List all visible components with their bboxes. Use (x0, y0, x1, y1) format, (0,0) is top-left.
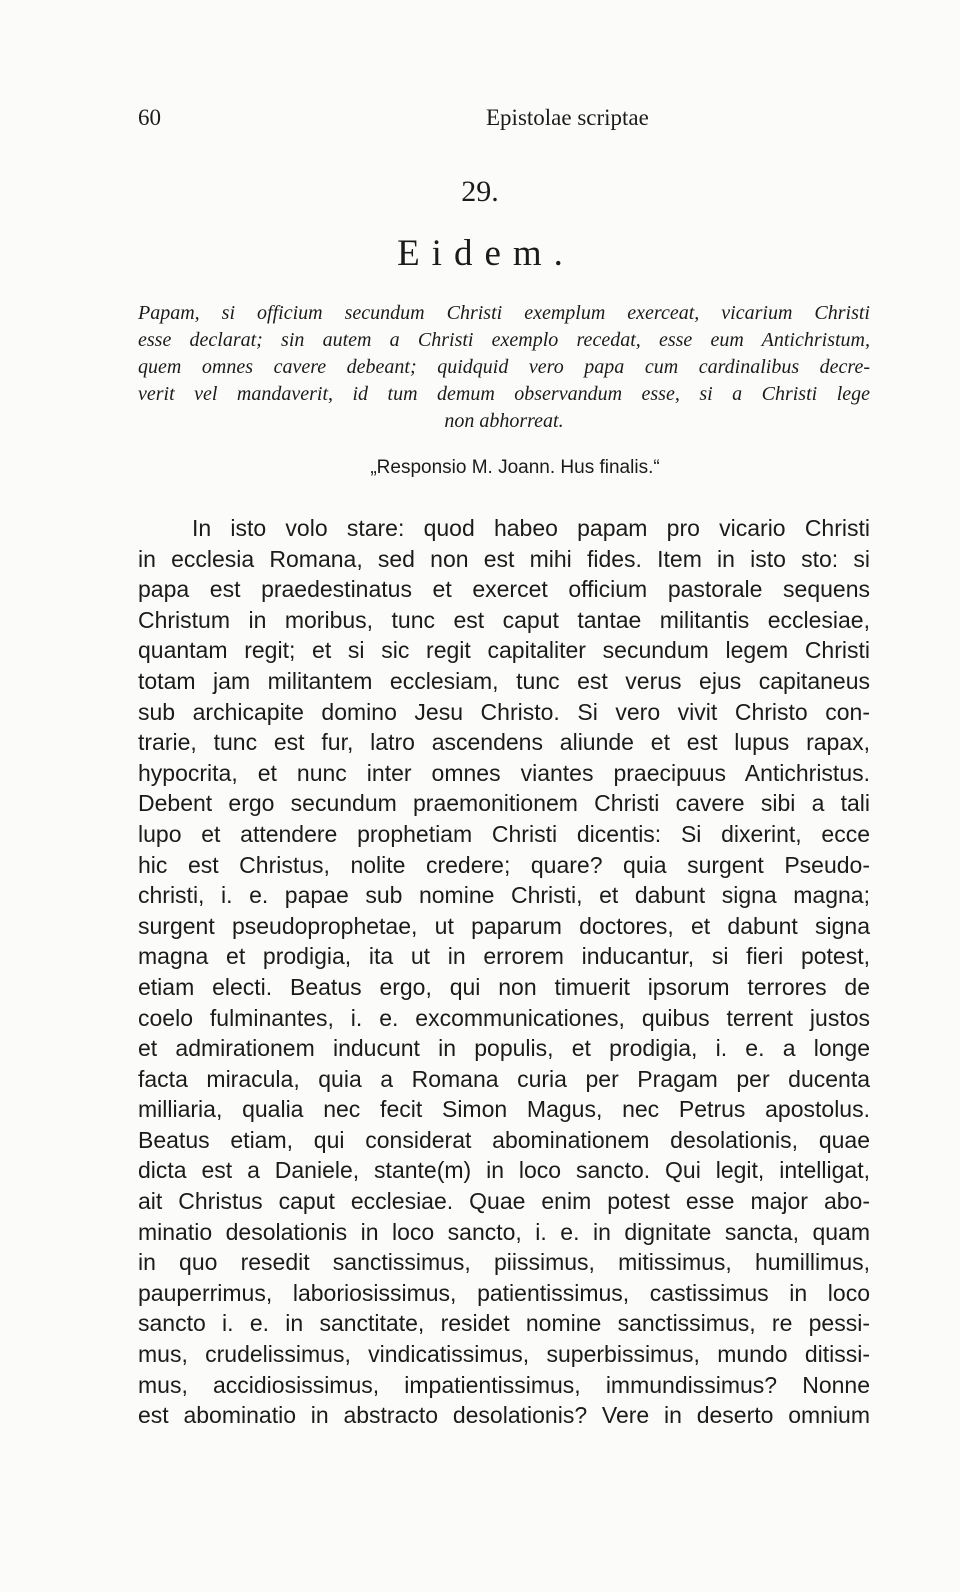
body-line: facta miracula, quia a Romana curia per Pragam per ducenta (138, 1065, 870, 1092)
summary-line: non abhorreat. (444, 410, 564, 432)
body-text (138, 513, 870, 1431)
body-line: surgent pseudoprophetae, ut paparum doctores, et dabunt signa (138, 912, 870, 939)
body-line: dicta est a Daniele, stante(m) in loco sancto. Qui legit, intelligat, (138, 1157, 870, 1184)
body-line: milliaria, qualia nec fecit Simon Magus, nec Petrus apostolus. (138, 1096, 870, 1123)
body-line: quantam regit; et si sic regit capitaliter secundum legem Christi (138, 637, 870, 664)
response-title: „Responsio M. Joann. Hus finalis.“ (370, 457, 660, 478)
body-line: In isto volo stare: quod habeo papam pro vicario Christi (192, 515, 870, 541)
body-line: mus, accidiosissimus, impatientissimus, immundissimus? Nonne (138, 1371, 870, 1398)
body-line: sub archicapite domino Jesu Christo. Si vero vivit Christo con- (138, 698, 870, 725)
body-line: minatio desolationis in loco sancto, i. e. in dignitate sancta, quam (138, 1218, 870, 1245)
body-line: ait Christus caput ecclesiae. Quae enim potest esse major abo- (138, 1188, 870, 1215)
body-line: in quo resedit sanctissimus, piissimus, mitissimus, humillimus, (138, 1249, 870, 1276)
body-line: et admirationem inducunt in populis, et prodigia, i. e. a longe (138, 1035, 870, 1062)
body-line: hypocrita, et nunc inter omnes viantes praecipuus Antichristus. (138, 759, 870, 786)
body-line: in ecclesia Romana, sed non est mihi fides. Item in isto sto: si (138, 545, 870, 572)
body-line: magna et prodigia, ita ut in errorem inducantur, si fieri potest, (138, 943, 870, 970)
body-line: Christum in moribus, tunc est caput tantae militantis ecclesiae, (138, 606, 870, 633)
body-line: coelo fulminantes, i. e. excommunicationes, quibus terrent justos (138, 1004, 870, 1031)
body-line: totam jam militantem ecclesiam, tunc est verus ejus capitaneus (138, 667, 870, 694)
body-line: est abominatio in abstracto desolationis? Vere in deserto omnium (138, 1402, 870, 1429)
body-line: trarie, tunc est fur, latro ascendens aliunde et est lupus rapax, (138, 729, 870, 756)
letter-summary (138, 300, 870, 435)
body-line: hic est Christus, nolite credere; quare? quia surgent Pseudo- (138, 851, 870, 878)
body-line: lupo et attendere prophetiam Christi dicentis: Si dixerint, ecce (138, 820, 870, 847)
body-line: sancto i. e. in sanctitate, residet nomine sanctissimus, re pessi- (138, 1310, 870, 1337)
running-title: Epistolae scriptae (486, 105, 649, 130)
body-line: mus, crudelissimus, vindicatissimus, superbissimus, mundo ditissi- (138, 1341, 870, 1368)
body-line: etiam electi. Beatus ergo, qui non timuerit ipsorum terrores de (138, 973, 870, 1000)
running-head (138, 105, 870, 137)
summary-line: esse declarat; sin autem a Christi exemplo recedat, esse eum Antichristum, (138, 329, 870, 351)
page-number: 60 (138, 105, 161, 130)
summary-line: Papam, si officium secundum Christi exemplum exerceat, vicarium Christi (138, 302, 870, 324)
body-line: pauperrimus, laboriosissimus, patientissimus, castissimus in loco (138, 1279, 870, 1306)
body-line: Beatus etiam, qui considerat abominationem desolationis, quae (138, 1126, 870, 1153)
body-line: papa est praedestinatus et exercet officium pastorale sequens (138, 576, 870, 603)
letter-title: Eidem. (397, 233, 575, 274)
letter-number: 29. (461, 175, 499, 208)
body-line: Debent ergo secundum praemonitionem Christi cavere sibi a tali (138, 790, 870, 817)
summary-line: verit vel mandaverit, id tum demum observandum esse, si a Christi lege (138, 383, 870, 405)
summary-line: quem omnes cavere debeant; quidquid vero papa cum cardinalibus decre- (138, 356, 870, 378)
body-line: christi, i. e. papae sub nomine Christi, et dabunt signa magna; (138, 882, 870, 909)
